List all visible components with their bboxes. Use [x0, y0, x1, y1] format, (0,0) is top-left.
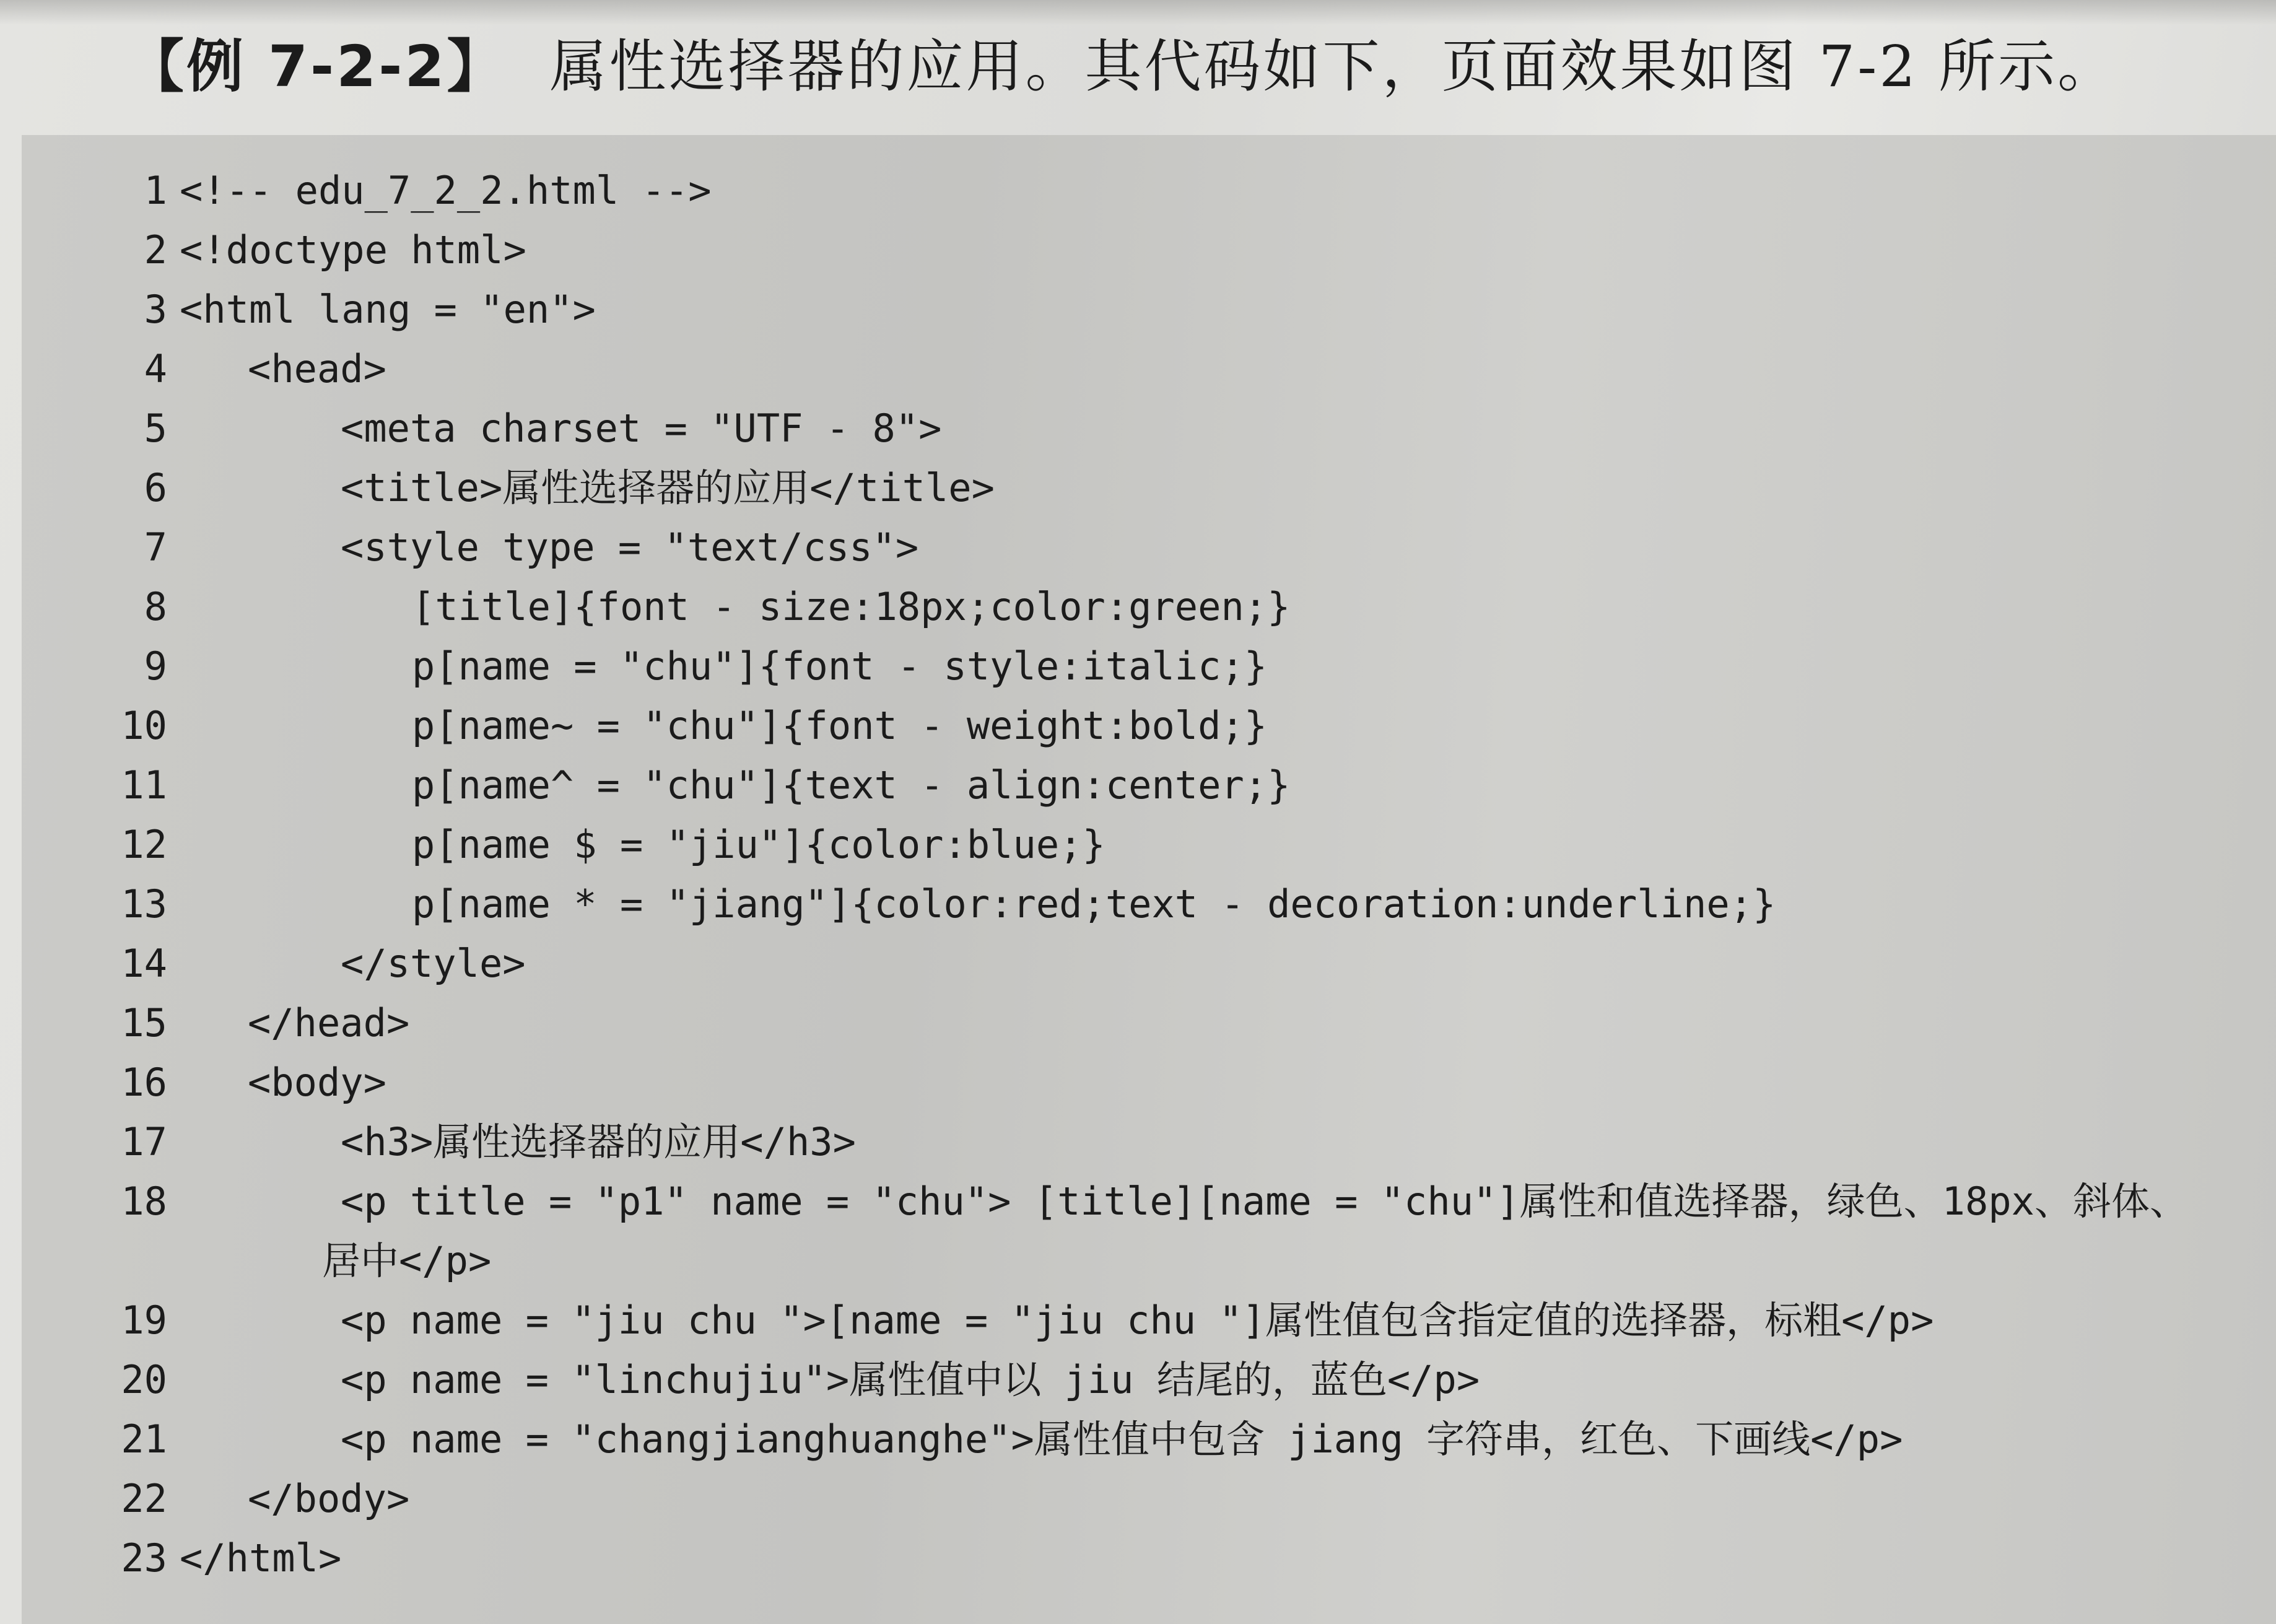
code-text: <head> — [248, 346, 386, 391]
line-number: 5 — [144, 406, 167, 451]
code-text: <!-- edu_7_2_2.html --> — [180, 168, 712, 213]
line-number: 2 — [144, 227, 167, 273]
example-caption — [127, 24, 2117, 110]
code-text: </body> — [248, 1476, 410, 1521]
line-number: 19 — [121, 1298, 167, 1343]
page-top-shadow — [0, 0, 2276, 25]
line-number: 10 — [121, 703, 167, 748]
line-number: 3 — [144, 287, 167, 332]
code-text: <meta charset = "UTF - 8"> — [341, 406, 942, 451]
code-text: <html lang = "en"> — [180, 287, 596, 332]
code-text: p[name $ = "jiu"]{color:blue;} — [412, 822, 1105, 867]
code-text: <p name = "changjianghuanghe">属性值中包含 jiang 字符串，红色、下画线</p> — [341, 1417, 1903, 1462]
code-text: <p title = "p1" name = "chu"> [title][name = "chu"]属性和值选择器，绿色、18px、斜体、 — [341, 1179, 2188, 1224]
line-number: 17 — [121, 1119, 167, 1164]
line-number: 4 — [144, 346, 167, 391]
line-number: 12 — [121, 822, 167, 867]
line-number: 8 — [144, 584, 167, 629]
code-text: <p name = "linchujiu">属性值中以 jiu 结尾的，蓝色</p> — [341, 1357, 1480, 1402]
line-number: 13 — [121, 881, 167, 927]
code-text: <h3>属性选择器的应用</h3> — [341, 1119, 856, 1164]
code-text: <title>属性选择器的应用</title> — [341, 465, 995, 510]
line-number: 18 — [121, 1179, 167, 1224]
code-text: [title]{font - size:18px;color:green;} — [412, 584, 1291, 629]
code-listing — [22, 135, 2276, 1624]
example-description: 属性选择器的应用。其代码如下，页面效果如图 7-2 所示。 — [549, 33, 2117, 100]
line-number: 16 — [121, 1060, 167, 1105]
line-number: 11 — [121, 762, 167, 808]
code-text: </html> — [180, 1535, 342, 1581]
code-text: <!doctype html> — [180, 227, 526, 273]
code-text: p[name^ = "chu"]{text - align:center;} — [412, 762, 1291, 808]
code-text: <style type = "text/css"> — [341, 525, 919, 570]
code-text: </head> — [248, 1000, 410, 1046]
code-text: p[name = "chu"]{font - style:italic;} — [412, 644, 1268, 689]
code-text: p[name * = "jiang"]{color:red;text - decoration:underline;} — [412, 881, 1776, 927]
example-label: 【例 7-2-2】 — [127, 33, 507, 100]
line-number: 15 — [121, 1000, 167, 1046]
code-text: </style> — [341, 941, 526, 986]
line-number: 23 — [121, 1535, 167, 1581]
line-number: 20 — [121, 1357, 167, 1402]
code-text: p[name~ = "chu"]{font - weight:bold;} — [412, 703, 1268, 748]
line-number: 6 — [144, 465, 167, 510]
line-number: 1 — [144, 168, 167, 213]
line-number: 9 — [144, 644, 167, 689]
line-number: 7 — [144, 525, 167, 570]
code-text: <p name = "jiu chu ">[name = "jiu chu "]属性值包含指定值的选择器，标粗</p> — [341, 1298, 1934, 1343]
line-number: 22 — [121, 1476, 167, 1521]
line-number: 14 — [121, 941, 167, 986]
code-text: 居中</p> — [322, 1238, 492, 1283]
code-text: <body> — [248, 1060, 386, 1105]
line-number: 21 — [121, 1417, 167, 1462]
